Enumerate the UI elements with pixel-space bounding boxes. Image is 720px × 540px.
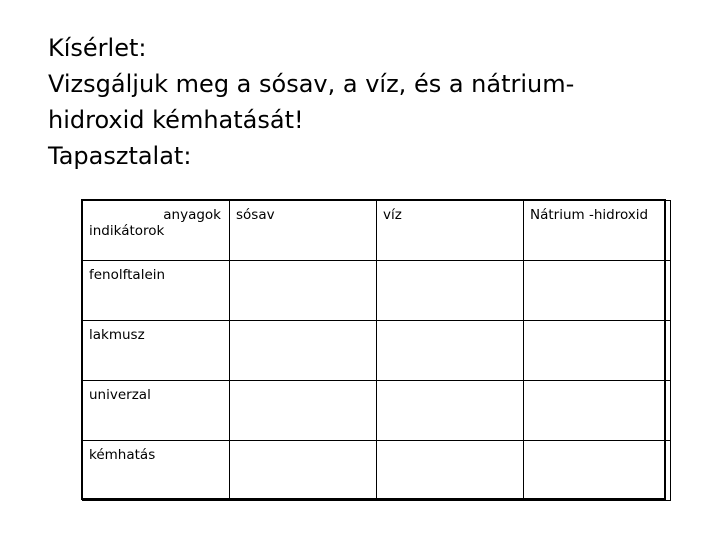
table-cell — [230, 321, 377, 381]
column-header-hydrochloric-acid: sósav — [230, 201, 377, 261]
corner-label-indicators: indikátorok — [89, 223, 165, 239]
column-header-sodium-hydroxide: Nátrium -hidroxid — [524, 201, 671, 261]
table-cell — [377, 381, 524, 441]
experiment-table — [82, 200, 671, 501]
row-label-universal: univerzal — [83, 381, 230, 441]
table-row — [83, 441, 671, 501]
task-line-2: hidroxid kémhatását! — [48, 106, 304, 134]
table-cell — [524, 441, 671, 501]
column-header-water: víz — [377, 201, 524, 261]
table-cell — [524, 321, 671, 381]
slide-text — [48, 30, 688, 174]
corner-label-substances: anyagok — [163, 207, 221, 223]
observation-title: Tapasztalat: — [48, 142, 192, 170]
row-label-litmus: lakmusz — [83, 321, 230, 381]
table-cell — [524, 261, 671, 321]
row-label-ph: kémhatás — [83, 441, 230, 501]
table-cell — [230, 441, 377, 501]
corner-cell — [83, 201, 230, 261]
row-label-phenolphthalein: fenolftalein — [83, 261, 230, 321]
table-header-row — [83, 201, 671, 261]
task-line-1: Vizsgáljuk meg a sósav, a víz, és a nátrium- — [48, 70, 575, 98]
experiment-title: Kísérlet: — [48, 34, 147, 62]
table-cell — [377, 441, 524, 501]
table-cell — [230, 381, 377, 441]
table-row — [83, 321, 671, 381]
table-cell — [377, 321, 524, 381]
table-row — [83, 381, 671, 441]
table-cell — [230, 261, 377, 321]
table-cell — [524, 381, 671, 441]
table-cell — [377, 261, 524, 321]
table-row — [83, 261, 671, 321]
